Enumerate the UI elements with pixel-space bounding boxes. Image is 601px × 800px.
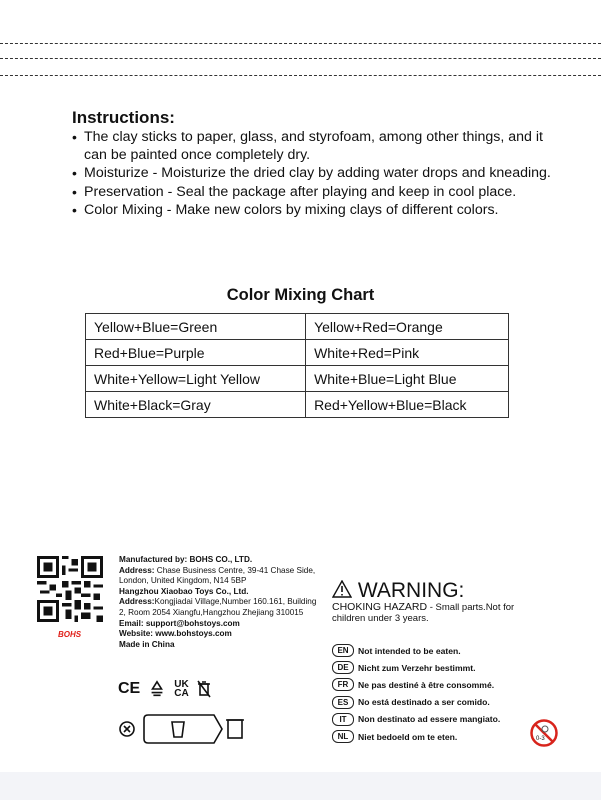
cut-line-2 [0, 58, 601, 59]
table-cell: Yellow+Red=Orange [306, 314, 509, 340]
manufacturer-label: Manufactured by: BOHS CO., LTD. [119, 555, 253, 564]
table-cell: White+Yellow=Light Yellow [86, 366, 306, 392]
bottom-strip [0, 772, 601, 800]
ce-mark: CE [118, 680, 141, 697]
color-mixing-table [85, 313, 509, 418]
qr-code-icon[interactable] [37, 556, 103, 622]
bin-icon [228, 720, 242, 738]
ukca-mark: UK CA [174, 679, 189, 699]
table-row [86, 366, 509, 392]
instructions-section [72, 108, 552, 221]
factory-address: Address:Kongjiadai Village,Number 160.161, Building 2, Room 2054 Xiangfu,Hangzhou Zhejiang 310015 [119, 597, 317, 617]
svg-text:0-3: 0-3 [536, 736, 545, 742]
instruction-item: • The clay sticks to paper, glass, and styrofoam, among other things, and it can be painted once completely dry. [72, 129, 543, 163]
choking-hazard-text: CHOKING HAZARD - Small parts.Not for children under 3 years. [332, 601, 515, 624]
website-text: Website: www.bohstoys.com [119, 629, 232, 639]
cut-line-3 [0, 75, 601, 76]
table-row [86, 340, 509, 366]
table-cell: White+Blue=Light Blue [306, 366, 509, 392]
instructions-title: Instructions: [72, 108, 175, 127]
language-warning-row: FR Ne pas destiné à être consommé. [332, 676, 562, 693]
table-cell: Yellow+Blue=Green [86, 314, 306, 340]
certification-marks [118, 680, 211, 698]
language-warning-row: NL Niet bedoeld om te eten. [332, 728, 562, 745]
age-restriction-icon [529, 718, 559, 748]
instruction-item: • Preservation - Seal the package after playing and keep in cool place. [72, 183, 517, 200]
table-row [86, 392, 509, 418]
language-warning-row: DE Nicht zum Verzehr bestimmt. [332, 659, 562, 676]
instructions-list [72, 129, 552, 220]
recycling-symbols [118, 711, 248, 747]
table-cell: Red+Blue=Purple [86, 340, 306, 366]
color-mixing-title: Color Mixing Chart [226, 286, 375, 304]
warning-heading: WARNING: [332, 580, 522, 602]
warning-block [332, 580, 522, 624]
cut-line-1 [0, 43, 601, 44]
instruction-item: • Moisturize - Moisturize the dried clay by adding water drops and kneading. [72, 165, 551, 181]
language-warnings [332, 642, 562, 745]
brand-logo: BOHS [58, 630, 82, 639]
table-cell: White+Red=Pink [306, 340, 509, 366]
language-warning-row: ES No está destinado a ser comido. [332, 694, 562, 711]
recycle-icon [148, 680, 166, 698]
email-text: Email: support@bohstoys.com [119, 618, 240, 628]
table-cell: White+Black=Gray [86, 392, 306, 418]
manufacturer-info [119, 555, 319, 650]
manufacturer-address: Address: Chase Business Centre, 39-41 Chase Side, London, United Kingdom, N14 5BP [119, 565, 316, 586]
warning-triangle-icon [332, 580, 352, 598]
glass-icon [172, 722, 184, 737]
language-warning-row: EN Not intended to be eaten. [332, 642, 562, 659]
origin-text: Made in China [119, 639, 175, 649]
table-cell: Red+Yellow+Blue=Black [306, 392, 509, 418]
table-row [86, 314, 509, 340]
factory-name: Hangzhou Xiaobao Toys Co., Ltd. [119, 586, 249, 596]
trash-bin-icon [197, 680, 211, 698]
instruction-item: • Color Mixing - Make new colors by mixing clays of different colors. [72, 202, 499, 218]
language-warning-row: IT Non destinato ad essere mangiato. [332, 711, 562, 728]
